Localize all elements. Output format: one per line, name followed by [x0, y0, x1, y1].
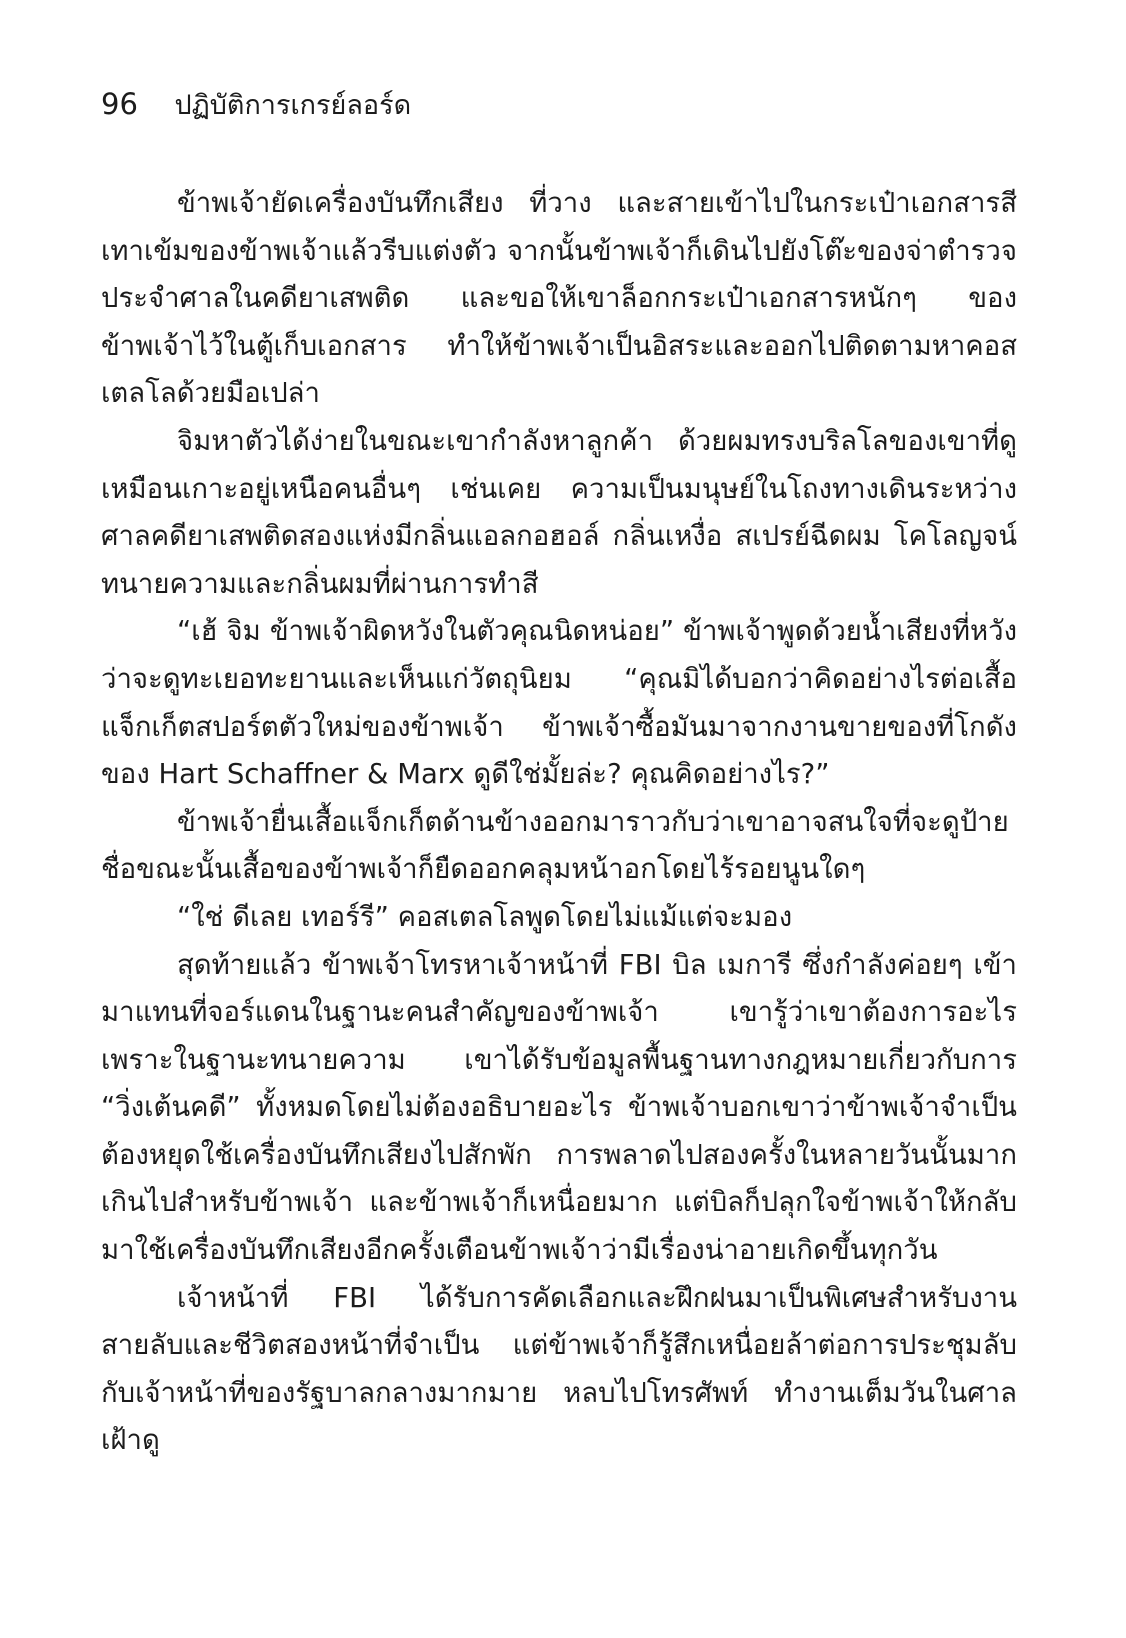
paragraph: จิมหาตัวได้ง่ายในขณะเขากำลังหาลูกค้า ด้วยผมทรงบริลโลของเขาที่ดูเหมือนเกาะอยู่เหนือคนอื่นๆ เช่นเคย ความเป็นมนุษย์ในโถงทางเดินระหว่างศาลคดียาเสพติดสองแห่งมีกลิ่นแอลกอฮอล์ กลิ่นเหงื่อ สเปรย์ฉีดผม โคโลญจน์ทนายความและกลิ่นผมที่ผ่านการทำสี	[101, 424, 1017, 600]
body-text	[101, 180, 1017, 1465]
running-title: ปฏิบัติการเกรย์ลอร์ด	[174, 90, 412, 121]
paragraph: ข้าพเจ้ายัดเครื่องบันทึกเสียง ที่วาง และสายเข้าไปในกระเป๋าเอกสารสีเทาเข้มของข้าพเจ้าแล้วรีบแต่งตัว จากนั้นข้าพเจ้าก็เดินไปยังโต๊ะของจ่าตำรวจประจำศาลในคดียาเสพติด และขอให้เขาล็อกกระเป๋าเอกสารหนักๆ ของข้าพเจ้าไว้ในตู้เก็บเอกสาร ทำให้ข้าพเจ้าเป็นอิสระและออกไปติดตามหาคอสเตลโลด้วยมือเปล่า	[101, 187, 1017, 410]
paragraph: “เฮ้ จิม ข้าพเจ้าผิดหวังในตัวคุณนิดหน่อย” ข้าพเจ้าพูดด้วยน้ำเสียงที่หวังว่าจะดูทะเยอทะยานและเห็นแก่วัตถุนิยม “คุณมิได้บอกว่าคิดอย่างไรต่อเสื้อแจ็กเก็ตสปอร์ตตัวใหม่ของข้าพเจ้า ข้าพเจ้าซื้อมันมาจากงานขายของที่โกดังของ Hart Schaffner & Marx ดูดีใช่มั้ยล่ะ? คุณคิดอย่างไร?”	[101, 615, 1017, 791]
paragraph: เจ้าหน้าที่ FBI ได้รับการคัดเลือกและฝึกฝนมาเป็นพิเศษสำหรับงานสายลับและชีวิตสองหน้าที่จำเป็น แต่ข้าพเจ้าก็รู้สึกเหนื่อยล้าต่อการประชุมลับกับเจ้าหน้าที่ของรัฐบาลกลางมากมาย หลบไปโทรศัพท์ ทำงานเต็มวันในศาล เฝ้าดู	[101, 1281, 1017, 1457]
page-number: 96	[101, 87, 138, 121]
paragraph: “ใช่ ดีเลย เทอร์รี” คอสเตลโลพูดโดยไม่แม้แต่จะมอง	[177, 900, 793, 933]
paragraph: ข้าพเจ้ายื่นเสื้อแจ็กเก็ตด้านข้างออกมาราวกับว่าเขาอาจสนใจที่จะดูป้ายชื่อขณะนั้นเสื้อของข้าพเจ้าก็ยืดออกคลุมหน้าอกโดยไร้รอยนูนใดๆ	[101, 805, 1009, 886]
running-header	[101, 84, 411, 126]
paragraph: สุดท้ายแล้ว ข้าพเจ้าโทรหาเจ้าหน้าที่ FBI บิล เมการี ซึ่งกำลังค่อยๆ เข้ามาแทนที่จอร์แดนในฐานะคนสำคัญของข้าพเจ้า เขารู้ว่าเขาต้องการอะไรเพราะในฐานะทนายความ เขาได้รับข้อมูลพื้นฐานทางกฎหมายเกี่ยวกับการ “วิ่งเต้นคดี” ทั้งหมดโดยไม่ต้องอธิบายอะไร ข้าพเจ้าบอกเขาว่าข้าพเจ้าจำเป็นต้องหยุดใช้เครื่องบันทึกเสียงไปสักพัก การพลาดไปสองครั้งในหลายวันนั้นมากเกินไปสำหรับข้าพเจ้า และข้าพเจ้าก็เหนื่อยมาก แต่บิลก็ปลุกใจข้าพเจ้าให้กลับมาใช้เครื่องบันทึกเสียงอีกครั้งเตือนข้าพเจ้าว่ามีเรื่องน่าอายเกิดขึ้นทุกวัน	[101, 948, 1017, 1267]
